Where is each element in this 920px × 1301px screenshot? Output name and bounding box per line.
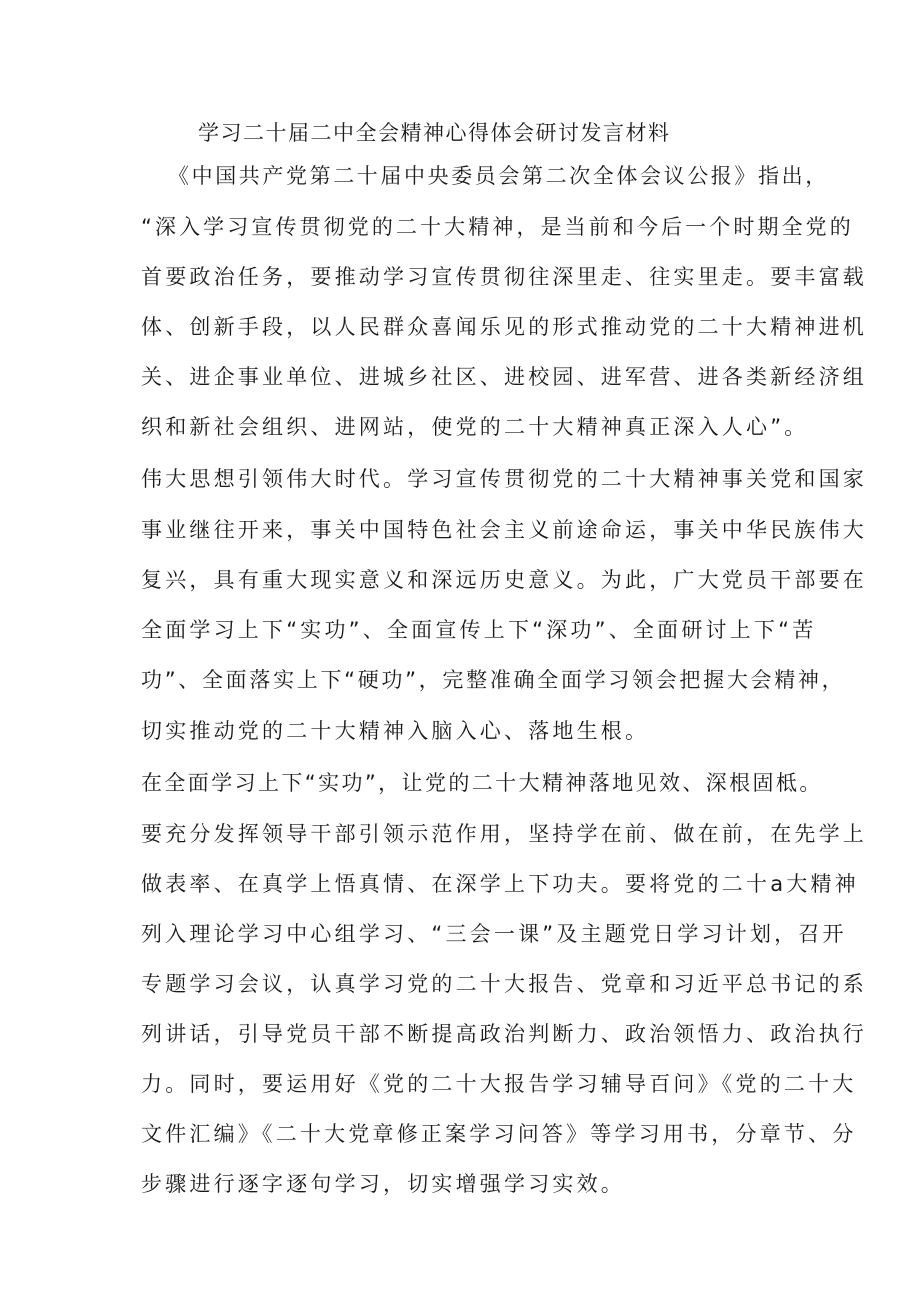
paragraph-line: 体、创新手段，以人民群众喜闻乐见的形式推动党的二十大精神进机 <box>141 315 867 339</box>
paragraph-line: 全面学习上下“实功”、全面宣传上下“深功”、全面研讨上下“苦 <box>141 618 817 642</box>
paragraph-line: 织和新社会组织、进网站，使党的二十大精神真正深入人心”。 <box>141 415 809 439</box>
paragraph-line: 关、进企事业单位、进城乡社区、进校园、进军营、进各类新经济组 <box>141 365 867 389</box>
paragraph-line: 事业继往开来，事关中国特色社会主义前途命运，事关中华民族伟大 <box>141 518 867 542</box>
document-title: 学习二十届二中全会精神心得体会研讨发言材料 <box>198 121 671 145</box>
paragraph-line: 专题学习会议，认真学习党的二十大报告、党章和习近平总书记的系 <box>141 972 867 996</box>
paragraph-line: 文件汇编》《二十大党章修正案学习问答》等学习用书，分章节、分 <box>141 1122 857 1146</box>
paragraph-line: 在全面学习上下“实功”，让党的二十大精神落地见效、深根固柢。 <box>141 771 823 795</box>
paragraph-line: 首要政治任务，要推动学习宣传贯彻往深里走、往实里走。要丰富载 <box>141 265 867 289</box>
paragraph-line: “深入学习宣传贯彻党的二十大精神，是当前和今后一个时期全党的 <box>141 215 854 239</box>
paragraph-line: 要充分发挥领导干部引领示范作用，坚持学在前、做在前，在先学上 <box>141 822 867 846</box>
paragraph-line: 列入理论学习中心组学习、“三会一课”及主题党日学习计划，召开 <box>141 922 847 946</box>
paragraph-line: 《中国共产党第二十届中央委员会第二次全体会议公报》指出， <box>168 164 829 188</box>
paragraph-line: 功”、全面落实上下“硬功”，完整准确全面学习领会把握大会精神， <box>141 668 846 692</box>
paragraph-line: 力。同时，要运用好《党的二十大报告学习辅导百问》《党的二十大 <box>141 1072 857 1096</box>
paragraph-line: 列讲话，引导党员干部不断提高政治判断力、政治领悟力、政治执行 <box>141 1022 867 1046</box>
paragraph-line: 步骤进行逐字逐句学习，切实增强学习实效。 <box>141 1172 625 1196</box>
paragraph-line: 复兴，具有重大现实意义和深远历史意义。为此，广大党员干部要在 <box>141 568 867 592</box>
paragraph-line: 切实推动党的二十大精神入脑入心、落地生根。 <box>141 719 650 743</box>
paragraph-line: 伟大思想引领伟大时代。学习宣传贯彻党的二十大精神事关党和国家 <box>141 467 867 491</box>
paragraph-line: 做表率、在真学上悟真情、在深学上下功夫。要将党的二十a大精神 <box>141 872 859 896</box>
